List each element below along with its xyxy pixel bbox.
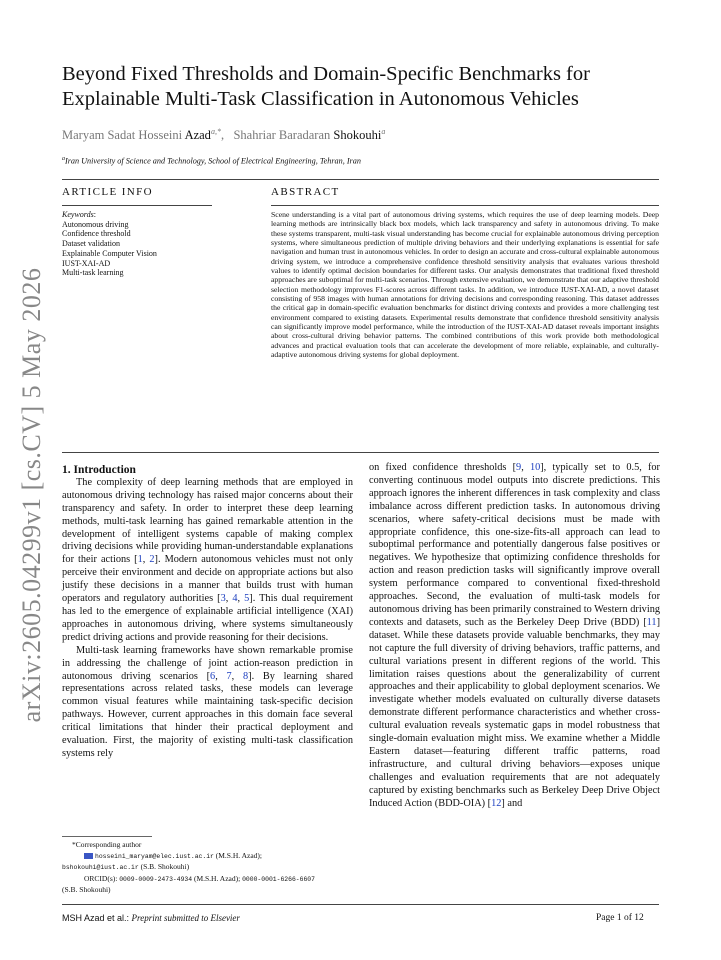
article-info-heading: ARTICLE INFO [62, 186, 153, 198]
author-2-family: Shokouhi [333, 128, 382, 143]
abstract-heading: ABSTRACT [271, 186, 340, 198]
author-1-sup: a,* [210, 127, 221, 136]
footnote: *Corresponding author hosseini_maryam@elec.iust.ac.ir (M.S.H. Azad); bshokouhi@iust.ac.ir (S.B. Shokouhi) ORCID(s): 0009-0009-2473-4934 (M.S.H. Azad); 0000-0001-6266-6607 (S.B. Shokouhi) [62, 840, 362, 896]
orcid-link-2[interactable]: 0000-0001-6266-6607 [242, 875, 315, 883]
footer-rule [62, 904, 659, 905]
author-2-sup: a [381, 127, 386, 136]
arxiv-identifier: arXiv:2605.04299v1 [cs.CV] 5 May 2026 [17, 267, 46, 723]
citation-link[interactable]: 2 [149, 554, 155, 566]
citation-link[interactable]: 3 [220, 593, 226, 605]
keyword-item: Multi-task learning [62, 268, 124, 278]
abstract-bottom-divider [62, 452, 659, 453]
arxiv-sidebar [6, 267, 58, 723]
abstract-text: Scene understanding is a vital part of autonomous driving systems, which requires the use of deep learning models. Deep learning methods are intrinsically black box models, which lack transparency and safety in autonomous driving. To make these systems transparent, multi-task visual understanding has become crucial for explainable autonomous driving perception systems, where simultaneous prediction of multiple driving behaviors and their underlying explanations is essential for safe navigation and human trust in autonomous vehicles. In order to design an accurate and cross-cultural explainable autonomous driving system, we introduce a comprehensive confidence threshold sensitivity analysis that evaluates various threshold values to identify optimal decision boundaries for different tasks. Our analysis demonstrates that traditional fixed threshold approaches are suboptimal for multi-task scenarios. Through extensive evaluation, we demonstrate that our adaptive threshold selection methodology improves F1-scores across different tasks. In addition, we introduce IUST-XAI-AD, a novel dataset consisting of 958 images with human annotations for driving decisions and corresponding reasoning. This dataset addresses the critical gap in domain-specific evaluation benchmarks for distinct driving contexts and provides a more challenging test environment compared to existing datasets. Experimental results demonstrate that confidence threshold sensitivity analysis can significantly improve model performance, while the introduction of the IUST-XAI-AD dataset reveals important insights about cross-cultural driving behavior patterns. The combined contributions of this work provide both methodological advances and practical evaluation tools that can accelerate the development of more reliable, explainable, and culturally-adaptive autonomous driving systems for global deployment. [271, 210, 659, 360]
keywords-label: Keywords [62, 210, 94, 219]
citation-link[interactable]: 4 [232, 593, 238, 605]
citation-link[interactable]: 6 [210, 670, 216, 682]
citation-link[interactable]: 1 [137, 554, 143, 566]
email-link-2[interactable]: bshokouhi@iust.ac.ir [62, 864, 139, 871]
affiliation-text: Iran University of Science and Technology, School of Electrical Engineering, Tehran, Iran [65, 156, 361, 166]
intro-left-column [62, 464, 353, 761]
keyword-item: Explainable Computer Vision [62, 248, 157, 258]
keyword-item: IUST-XAI-AD [62, 258, 111, 268]
article-info-underline [62, 205, 212, 206]
title-line-1: Beyond Fixed Thresholds and Domain-Specific Benchmarks for [62, 63, 590, 85]
email-icon [84, 853, 93, 859]
affiliation [62, 156, 361, 166]
affiliation-sup: a [62, 156, 65, 162]
keyword-item: Confidence threshold [62, 229, 131, 239]
author-list: Maryam Sadat Hosseini Azad$^{a,*}$, Shahriar Baradaran Shokouhi$^a$ [62, 127, 386, 143]
running-footer: MSH Azad et al.: Preprint submitted to Elsevier [62, 913, 240, 923]
orcid-link-1[interactable]: 0009-0009-2473-4934 [119, 875, 193, 883]
intro-paragraph-2-continued: on fixed confidence thresholds [9, 10], typically set to 0.5, for converting continuous model outputs into discrete predictions. This approach ignores the inherent differences in task complexity and class imbalance across different prediction tasks. In autonomous driving scenarios, where safety-critical decisions must be made with appropriate confidence, this one-size-fits-all approach can lead to suboptimal performance and potentially dangerous false positives or negatives. We hypothesize that optimizing confidence thresholds for action and reason prediction tasks will significantly improve overall system performance compared to conventional fixed-threshold approaches. Second, the evaluation of multi-task models for autonomous driving has been primarily constrained to Western driving contexts and datasets, such as the Berkeley Deep Drive (BDD) [11] dataset. While these datasets provide valuable benchmarks, they may not capture the full diversity of driving behaviors, traffic patterns, and cultural variations present in different regions of the world. This limitation raises questions about the generalizability of current approaches and their applicability to global deployment scenarios. We investigate whether models evaluated on culturally diverse datasets demonstrate different performance characteristics and whether cross-cultural evaluation reveals systematic gaps in model robustness that single-domain evaluation might miss. We examine whether a Middle Eastern dataset—featuring different traffic patterns, road infrastructure, and cultural driving behaviors—exposes unique challenges and evaluation requirements that are not adequately captured by existing benchmarks such as Berkeley Deep Drive Object Induced Action (BDD-OIA) [12] and [369, 462, 660, 809]
page-number: Page 1 of 12 [596, 913, 644, 923]
section-heading-introduction: 1. Introduction [62, 464, 136, 476]
citation-link[interactable]: 8 [242, 670, 249, 682]
author-1-given: Maryam Sadat Hosseini [62, 128, 185, 143]
author-1-family: Azad [184, 128, 211, 143]
footnote-rule [62, 836, 152, 837]
intro-paragraph-2: Multi-task learning frameworks have shown remarkable promise in addressing the challenge of joint action-reason prediction in autonomous driving scenarios [6, 7, 8]. By learning shared representations across related tasks, these models can leverage common visual features while maintaining task-specific decision pathways. However, current approaches in this domain face several critical limitations that hinder their practical deployment and evaluation. First, the majority of existing multi-task classification systems rely [62, 644, 353, 759]
abstract-underline [271, 205, 659, 206]
citation-link[interactable]: 7 [226, 670, 232, 682]
citation-link[interactable]: 12 [491, 797, 502, 809]
author-2-given: Shahriar Baradaran [233, 128, 334, 143]
corresponding-author-note: *Corresponding author [72, 840, 142, 849]
citation-link[interactable]: 5 [244, 593, 250, 605]
citation-link[interactable]: 9 [516, 462, 522, 473]
citation-link[interactable]: 11 [646, 616, 657, 628]
title-line-2: Explainable Multi-Task Classification in Autonomous Vehicles [62, 88, 579, 110]
keyword-item: Dataset validation [62, 239, 120, 249]
orcid-2-owner: (S.B. Shokouhi) [62, 885, 111, 894]
intro-paragraph-1: The complexity of deep learning methods that are employed in autonomous driving technology has raised major concerns about their transparency and safety. In order to interpret these deep learning methods, multi-task learning has gained remarkable attention in the development of intelligent systems capable of making complex driving decisions while providing human-understandable explanations for their actions [1, 2]. Modern autonomous vehicles must not only perceive their environment and decide on appropriate actions but also justify these decisions in a manner that builds trust with human operators and regulatory authorities [3, 4, 5]. This dual requirement has led to the emergence of explainable artificial intelligence (XAI) approaches in autonomous driving, where systems simultaneously predict driving actions and provide reasoning for their decisions. [62, 476, 354, 643]
keywords-block: Keywords: Autonomous driving Confidence threshold Dataset validation Explainable Computer Vision IUST-XAI-AD Multi-task learning [62, 210, 157, 278]
keyword-item: Autonomous driving [62, 219, 129, 229]
paper-title [62, 62, 662, 112]
intro-right-column [369, 462, 660, 810]
preprint-note: Preprint submitted to Elsevier [131, 913, 240, 923]
email-link-1[interactable]: hosseini_maryam@elec.iust.ac.ir [95, 852, 214, 860]
citation-link[interactable]: 10 [529, 462, 541, 473]
header-divider [62, 179, 659, 180]
